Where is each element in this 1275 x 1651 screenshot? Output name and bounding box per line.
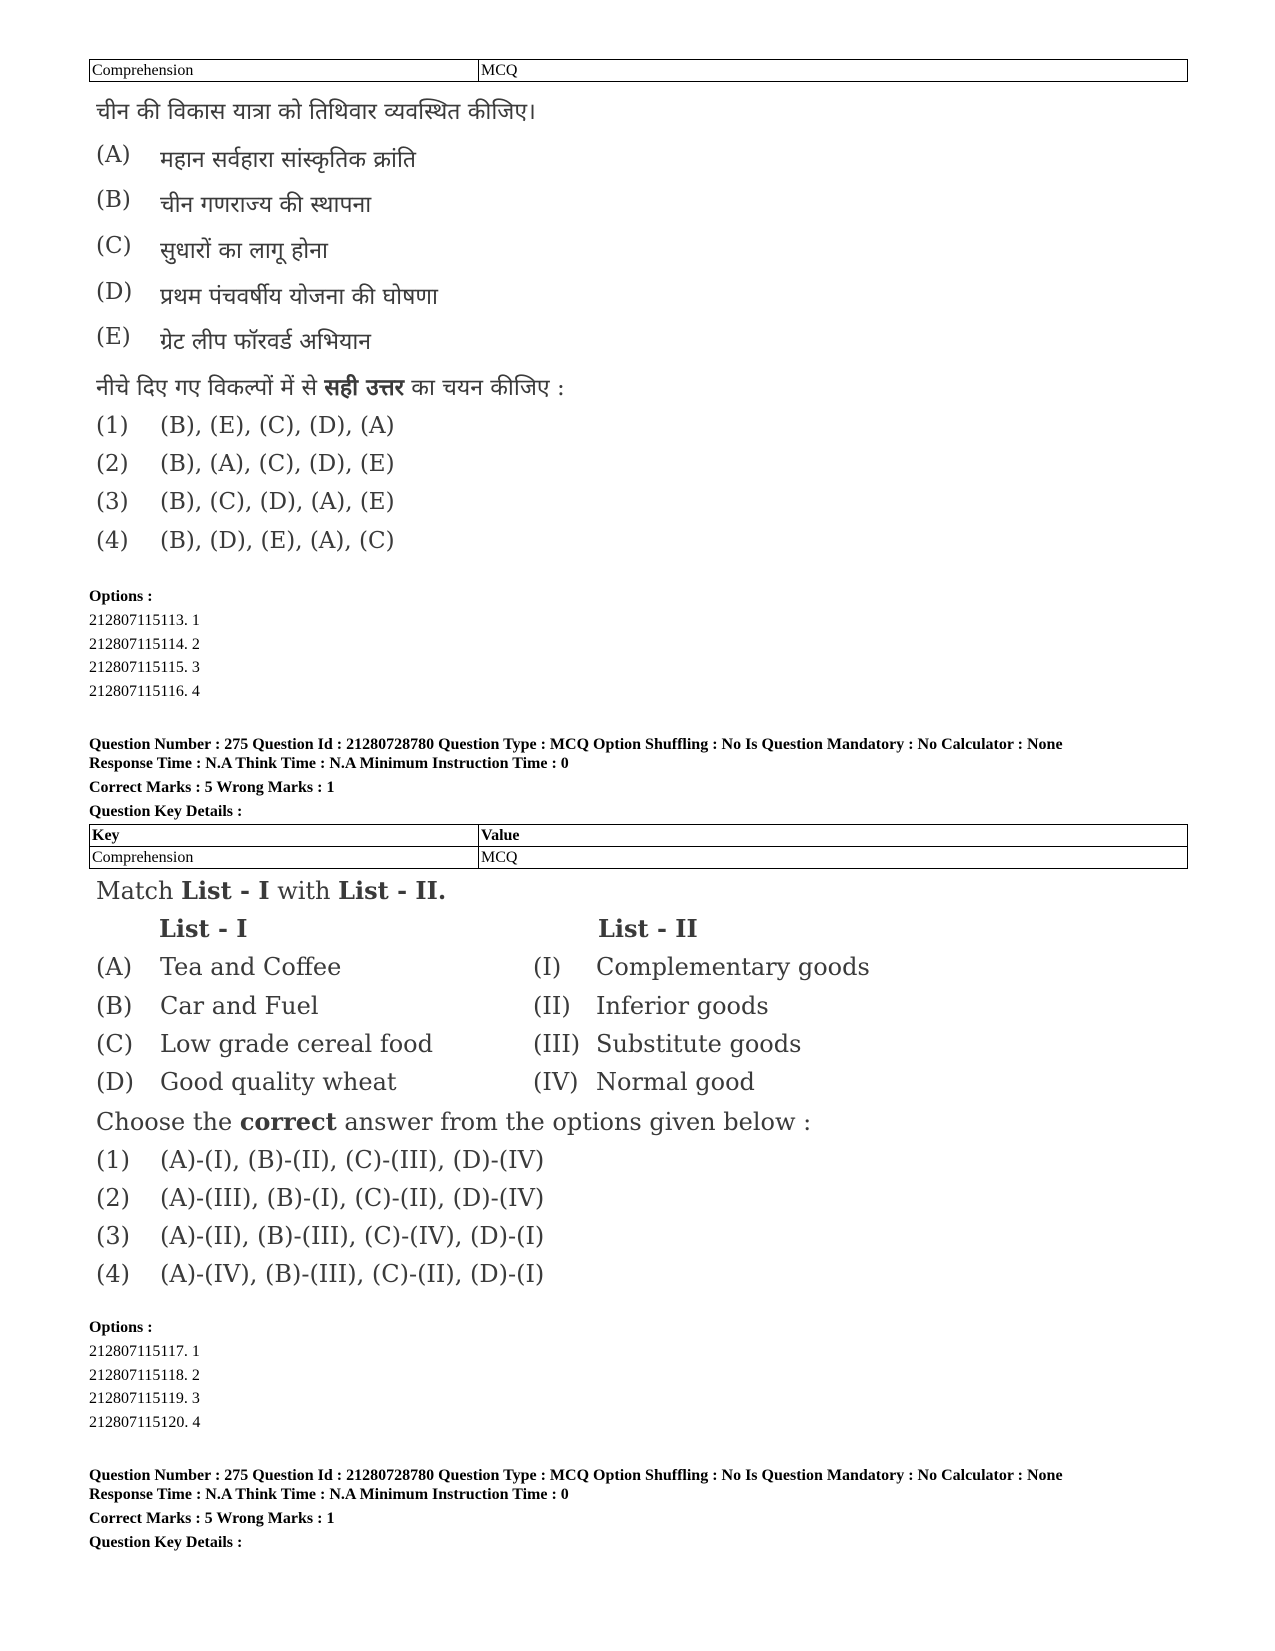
choice-text: (A)-(II), (B)-(III), (C)-(IV), (D)-(I) [160,1222,545,1250]
choice-label: (2) [96,451,129,477]
question-1-stem: चीन की विकास यात्रा को तिथिवार व्यवस्थित कीजिए। [96,99,536,125]
options-heading: Options : [89,588,153,605]
table-row [90,60,1188,82]
list-1-label: (A) [96,953,133,981]
question-meta-line: Question Number : 275 Question Id : 21280728780 Question Type : MCQ Option Shuffling : No Is Question Mandatory : No Calculator : None [89,1467,1063,1484]
instruction-emphasis: correct [239,1107,337,1136]
list-2-label: (I) [533,953,562,981]
column-header-value: Value [479,825,1188,847]
top-key-table [89,59,1188,82]
table-cell-value: MCQ [479,60,1188,82]
choice-label: (1) [96,1146,130,1174]
key-details-heading: Question Key Details : [89,1534,243,1551]
stem-text: Match [96,877,182,905]
list-1-label: (B) [96,992,133,1020]
item-text: ग्रेट लीप फॉरवर्ड अभियान [160,329,372,355]
list-2-label: (IV) [533,1068,579,1096]
choice-text: (B), (E), (C), (D), (A) [160,413,395,439]
choice-text: (A)-(IV), (B)-(III), (C)-(II), (D)-(I) [160,1260,545,1288]
choice-label: (3) [96,1222,130,1250]
item-label: (E) [96,324,131,350]
question-meta-line: Question Number : 275 Question Id : 21280728780 Question Type : MCQ Option Shuffling : No Is Question Mandatory : No Calculator : None [89,736,1063,753]
stem-text: with [269,877,339,905]
item-label: (B) [96,187,131,213]
key-value-table [89,824,1188,869]
list-1-heading: List - I [159,914,248,943]
list-1-text: Low grade cereal food [160,1030,433,1058]
list-2-label: (II) [533,992,571,1020]
list-1-text: Tea and Coffee [160,953,342,981]
item-label: (D) [96,279,133,305]
stem-emphasis: List - I [181,876,270,905]
choice-label: (2) [96,1184,130,1212]
item-label: (A) [96,142,131,168]
option-id: 212807115120. 4 [89,1414,201,1431]
choice-text: (B), (C), (D), (A), (E) [160,489,395,515]
marks-line: Correct Marks : 5 Wrong Marks : 1 [89,1510,335,1527]
table-header-row [90,825,1188,847]
option-id: 212807115118. 2 [89,1367,200,1384]
list-1-text: Car and Fuel [160,992,319,1020]
list-2-label: (III) [533,1030,581,1058]
option-id: 212807115117. 1 [89,1343,200,1360]
question-meta-line: Response Time : N.A Think Time : N.A Minimum Instruction Time : 0 [89,1486,569,1503]
instruction-text: answer from the options given below : [336,1108,812,1136]
column-header-key: Key [90,825,479,847]
list-2-heading: List - II [598,914,698,943]
table-cell-value: MCQ [479,847,1188,869]
key-details-heading: Question Key Details : [89,803,243,820]
choice-text: (B), (A), (C), (D), (E) [160,451,395,477]
table-cell-key: Comprehension [90,847,479,869]
item-text: सुधारों का लागू होना [160,238,328,264]
choice-text: (B), (D), (E), (A), (C) [160,528,395,554]
choice-label: (1) [96,413,129,439]
option-id: 212807115119. 3 [89,1390,200,1407]
instruction-text: Choose the [96,1108,240,1136]
question-2-instruction [96,1107,811,1136]
list-2-text: Complementary goods [596,953,870,981]
list-1-label: (C) [96,1030,134,1058]
instruction-text: का चयन कीजिए : [404,375,565,401]
item-text: चीन गणराज्य की स्थापना [160,192,372,218]
marks-line: Correct Marks : 5 Wrong Marks : 1 [89,779,335,796]
instruction-text: नीचे दिए गए विकल्पों में से [96,375,325,401]
list-2-text: Inferior goods [596,992,769,1020]
choice-text: (A)-(III), (B)-(I), (C)-(II), (D)-(IV) [160,1184,545,1212]
option-id: 212807115114. 2 [89,636,200,653]
item-label: (C) [96,233,132,259]
instruction-emphasis: सही उत्तर [324,374,404,401]
choice-text: (A)-(I), (B)-(II), (C)-(III), (D)-(IV) [160,1146,545,1174]
table-cell-key: Comprehension [90,60,479,82]
choice-label: (4) [96,528,129,554]
choice-label: (4) [96,1260,130,1288]
option-id: 212807115115. 3 [89,659,200,676]
item-text: प्रथम पंचवर्षीय योजना की घोषणा [160,284,438,310]
question-2-stem [96,876,446,905]
question-meta-line: Response Time : N.A Think Time : N.A Minimum Instruction Time : 0 [89,755,569,772]
item-text: महान सर्वहारा सांस्कृतिक क्रांति [160,147,417,173]
list-2-text: Normal good [596,1068,755,1096]
stem-emphasis: List - II. [338,876,447,905]
table-row [90,847,1188,869]
list-2-text: Substitute goods [596,1030,802,1058]
option-id: 212807115116. 4 [89,683,200,700]
choice-label: (3) [96,489,129,515]
option-id: 212807115113. 1 [89,612,200,629]
list-1-text: Good quality wheat [160,1068,397,1096]
question-1-instruction [96,370,565,402]
list-1-label: (D) [96,1068,134,1096]
options-heading: Options : [89,1319,153,1336]
